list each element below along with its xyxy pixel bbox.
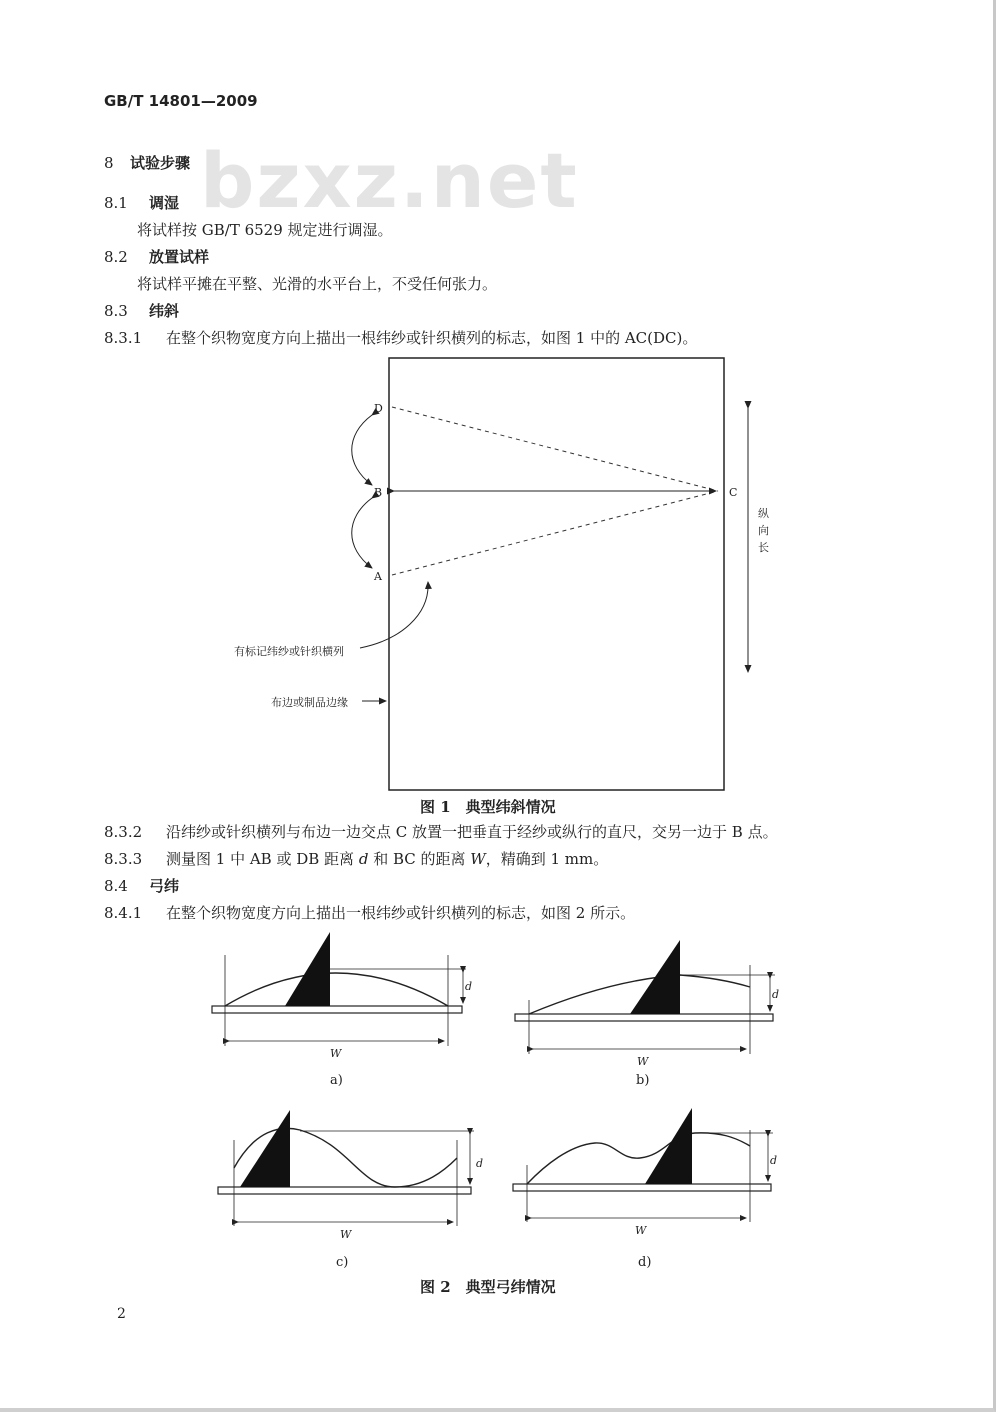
- section-8-3-3-var-w: W: [470, 850, 486, 868]
- section-8-4-title: 弓纬: [149, 877, 180, 895]
- section-8-1-title: 调湿: [149, 194, 180, 212]
- fig2b-d-label: d: [772, 988, 780, 1001]
- section-8-3-1-num: 8.3.1: [104, 329, 143, 347]
- figure-2a-ruler: [285, 932, 330, 1006]
- selvage-label: 布边或制品边缘: [271, 696, 348, 709]
- fig2b-w-label: W: [637, 1055, 649, 1068]
- point-d-label: D: [374, 402, 383, 415]
- marked-yarn-label: 有标记纬纱或针织横列: [234, 645, 344, 658]
- fig2a-d-label: d: [465, 980, 473, 993]
- figure-2a-yarn-curve: [225, 973, 448, 1006]
- length-label-char-3: 长: [758, 541, 769, 554]
- figure-2a-table: [212, 1006, 462, 1013]
- section-8-4-1-num: 8.4.1: [104, 904, 143, 922]
- fig2a-w-label: W: [330, 1047, 342, 1060]
- figure-2c: [218, 1110, 474, 1226]
- section-8-title: 试验步骤: [130, 154, 191, 172]
- section-8-3-2-num: 8.3.2: [104, 823, 143, 841]
- figure-2a: [212, 932, 466, 1046]
- figure-2b-ruler: [630, 940, 680, 1014]
- point-b-label: B: [374, 486, 383, 499]
- section-8-2-body: 将试样平摊在平整、光滑的水平台上，不受任何张力。: [137, 275, 498, 293]
- point-a-label: A: [374, 570, 382, 583]
- subfigure-b-label: b): [636, 1073, 650, 1088]
- length-label-char-1: 纵: [758, 507, 769, 520]
- section-8-3-title: 纬斜: [149, 302, 180, 320]
- section-8-4-1-body: 在整个织物宽度方向上描出一根纬纱或针织横列的标志，如图 2 所示。: [166, 904, 636, 922]
- subfigure-c-label: c): [336, 1255, 349, 1270]
- section-8-3-3-body-c: ，精确到 1 mm。: [485, 850, 609, 868]
- figure-2d: [513, 1108, 773, 1222]
- watermark: bzxz.net: [200, 136, 579, 225]
- standard-code: GB/T 14801—2009: [104, 92, 258, 110]
- figure-1-caption: 图 1 典型纬斜情况: [420, 798, 556, 816]
- figure-2c-table: [218, 1187, 471, 1194]
- section-8-2-title: 放置试样: [149, 248, 210, 266]
- section-8-3-1-body: 在整个织物宽度方向上描出一根纬纱或针织横列的标志，如图 1 中的 AC(DC)。: [166, 329, 698, 347]
- point-c-label: C: [729, 486, 738, 499]
- figure-2d-table: [513, 1184, 771, 1191]
- figure-2d-yarn-curve: [527, 1133, 750, 1184]
- length-label-char-2: 向: [758, 524, 769, 537]
- figure-2d-ruler: [645, 1108, 692, 1184]
- figure-2-caption: 图 2 典型弓纬情况: [420, 1278, 556, 1296]
- section-8-num: 8: [104, 154, 114, 172]
- section-8-1-num: 8.1: [104, 194, 128, 212]
- fig2d-d-label: d: [770, 1154, 778, 1167]
- figure-2b-table: [515, 1014, 773, 1021]
- section-8-4-num: 8.4: [104, 877, 128, 895]
- fig2d-w-label: W: [635, 1224, 647, 1237]
- fig2c-w-label: W: [340, 1228, 352, 1241]
- section-8-3-2-body: 沿纬纱或针织横列与布边一边交点 C 放置一把垂直于经纱或纵行的直尺，交另一边于 B 点。: [166, 823, 778, 841]
- subfigure-a-label: a): [330, 1073, 343, 1088]
- section-8-2-num: 8.2: [104, 248, 128, 266]
- section-8-3-3-body-a: 测量图 1 中 AB 或 DB 距离: [166, 850, 359, 868]
- subfigure-d-label: d): [638, 1255, 652, 1270]
- fig2c-d-label: d: [476, 1157, 484, 1170]
- section-8-3-num: 8.3: [104, 302, 128, 320]
- section-8-1-body: 将试样按 GB/T 6529 规定进行调湿。: [137, 221, 393, 239]
- figure-2b: [515, 940, 775, 1054]
- page-number: 2: [117, 1306, 126, 1322]
- section-8-3-3-var-d: d: [358, 850, 369, 868]
- section-8-3-3-num: 8.3.3: [104, 850, 143, 868]
- section-8-3-3-body-b: 和 BC 的距离: [368, 850, 471, 868]
